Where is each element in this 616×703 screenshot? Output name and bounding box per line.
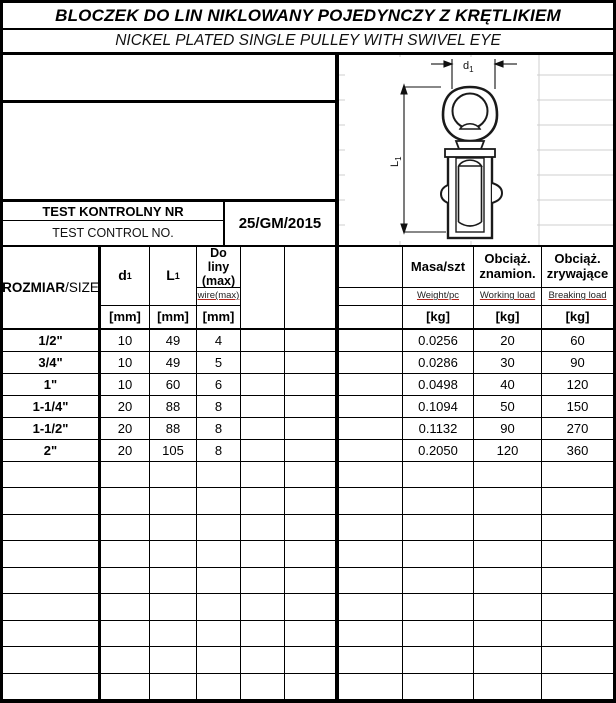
empty-cell (403, 674, 474, 699)
empty-box-top (3, 55, 335, 103)
test-control-label-en: TEST CONTROL NO. (52, 226, 174, 240)
empty-cell (241, 621, 285, 646)
size-cell: 1/2" (3, 330, 101, 351)
empty-cell (403, 541, 474, 566)
empty-cell (542, 674, 613, 699)
pulley-body (441, 87, 502, 238)
header-breaking-load: Obciąż. zrywające (542, 247, 613, 288)
breaking-load-cell: 150 (566, 399, 589, 414)
empty-cell (150, 647, 197, 672)
d1-cell: 20 (101, 440, 150, 461)
empty-cell (241, 647, 285, 672)
empty-cell (403, 488, 474, 513)
empty-cell (285, 647, 339, 672)
empty-cell (241, 462, 285, 487)
empty-cell (150, 488, 197, 513)
empty-cell (150, 594, 197, 619)
empty-cell (285, 594, 339, 619)
empty-cell (101, 515, 150, 540)
l1-cell: 49 (150, 352, 197, 373)
empty-cell (474, 568, 542, 593)
empty-cell (197, 541, 241, 566)
header-breaking-load-unit: [kg] (565, 308, 590, 324)
working-load-cell: 30 (474, 352, 542, 373)
header-rope: Do liny (max) (197, 247, 241, 288)
breaking-load-cell: 270 (566, 421, 589, 436)
rope-cell: 8 (197, 440, 241, 461)
spacer-cell (285, 418, 339, 439)
test-control-box (3, 202, 335, 245)
empty-cell (339, 515, 403, 540)
spacer-cell (339, 418, 403, 439)
breaking-load-cell: 60 (570, 333, 585, 348)
empty-cell (542, 541, 613, 566)
empty-cell (285, 568, 339, 593)
breaking-load-cell: 120 (566, 377, 589, 392)
table-row (3, 440, 613, 462)
empty-cell (285, 541, 339, 566)
d1-cell: 20 (101, 396, 150, 417)
empty-cell (474, 647, 542, 672)
drawing-panel (339, 55, 613, 245)
empty-cell (339, 462, 403, 487)
test-control-label-pl: TEST KONTROLNY NR (3, 202, 223, 221)
breaking-load-cell: 90 (570, 355, 585, 370)
empty-row (3, 647, 613, 673)
empty-cell (150, 541, 197, 566)
empty-cell (3, 462, 101, 487)
spacer-cell (285, 396, 339, 417)
empty-cell (150, 674, 197, 699)
empty-cell (150, 621, 197, 646)
info-boxes (3, 55, 339, 245)
empty-cell (285, 515, 339, 540)
empty-cell (542, 488, 613, 513)
working-load-cell: 90 (474, 418, 542, 439)
l1-cell: 105 (150, 440, 197, 461)
mass-cell: 0.0498 (403, 374, 474, 395)
empty-row (3, 541, 613, 567)
header-rope-unit: [mm] (197, 306, 241, 328)
test-control-number: 25/GM/2015 (238, 215, 322, 232)
table-header (3, 245, 613, 330)
table-row (3, 396, 613, 418)
empty-cell (3, 594, 101, 619)
header-working-load-en: Working load (474, 288, 542, 306)
spacer-cell (241, 330, 285, 351)
empty-cell (101, 488, 150, 513)
header-spacer-2 (285, 247, 339, 328)
dimension-l1-label: $L_1$ (389, 156, 403, 167)
empty-row (3, 594, 613, 620)
empty-cell (339, 594, 403, 619)
spacer-cell (285, 352, 339, 373)
empty-cell (241, 568, 285, 593)
dimension-d1-label: $d_1$ (463, 60, 474, 74)
spacer-cell (285, 330, 339, 351)
empty-cell (197, 621, 241, 646)
spacer-cell (241, 440, 285, 461)
table-row (3, 330, 613, 352)
empty-cell (3, 647, 101, 672)
working-load-cell: 40 (474, 374, 542, 395)
empty-cell (403, 594, 474, 619)
empty-cell (403, 568, 474, 593)
size-cell: 1-1/4" (3, 396, 101, 417)
empty-cell (3, 568, 101, 593)
spacer-cell (241, 352, 285, 373)
middle-section (3, 55, 613, 245)
rope-cell: 6 (197, 374, 241, 395)
empty-cell (101, 674, 150, 699)
empty-cell (474, 621, 542, 646)
empty-cell (101, 647, 150, 672)
empty-cell (197, 568, 241, 593)
empty-cell (197, 515, 241, 540)
empty-cell (474, 541, 542, 566)
spacer-cell (339, 330, 403, 351)
rope-cell: 4 (197, 330, 241, 351)
empty-cell (542, 568, 613, 593)
breaking-load-cell: 360 (566, 443, 589, 458)
title-english: NICKEL PLATED SINGLE PULLEY WITH SWIVEL EYE (3, 30, 613, 55)
size-cell: 3/4" (3, 352, 101, 373)
empty-cell (197, 488, 241, 513)
empty-cell (3, 488, 101, 513)
header-size-pl: ROZMIAR (2, 279, 66, 295)
drawing-white-area (345, 57, 537, 241)
spacer-cell (339, 396, 403, 417)
empty-cell (542, 515, 613, 540)
d1-cell: 10 (101, 374, 150, 395)
d1-cell: 10 (101, 352, 150, 373)
size-cell: 1" (3, 374, 101, 395)
header-spacer-4 (339, 288, 403, 306)
empty-cell (474, 594, 542, 619)
d1-cell: 10 (101, 330, 150, 351)
table-body (3, 330, 613, 700)
empty-cell (285, 488, 339, 513)
rope-cell: 8 (197, 418, 241, 439)
table-row (3, 418, 613, 440)
mass-cell: 0.0256 (403, 330, 474, 351)
empty-box-middle (3, 103, 335, 202)
empty-cell (339, 647, 403, 672)
empty-cell (542, 594, 613, 619)
empty-cell (474, 674, 542, 699)
empty-cell (403, 647, 474, 672)
empty-cell (150, 462, 197, 487)
l1-cell: 49 (150, 330, 197, 351)
header-d1-unit: [mm] (101, 306, 150, 328)
header-working-load: Obciąż. znamion. (474, 247, 542, 288)
empty-cell (474, 462, 542, 487)
working-load-cell: 120 (474, 440, 542, 461)
empty-cell (241, 674, 285, 699)
mass-cell: 0.0286 (403, 352, 474, 373)
spacer-cell (285, 440, 339, 461)
empty-cell (403, 462, 474, 487)
spacer-cell (241, 374, 285, 395)
size-cell: 2" (3, 440, 101, 461)
empty-cell (403, 515, 474, 540)
d1-cell: 20 (101, 418, 150, 439)
header-mass: Masa/szt (403, 247, 474, 288)
header-rope-en: wire(max) (197, 288, 241, 306)
empty-cell (197, 674, 241, 699)
spacer-cell (241, 418, 285, 439)
empty-cell (241, 594, 285, 619)
empty-row (3, 488, 613, 514)
empty-cell (474, 488, 542, 513)
mass-cell: 0.1132 (403, 418, 474, 439)
empty-cell (3, 621, 101, 646)
spacer-cell (241, 396, 285, 417)
empty-row (3, 621, 613, 647)
empty-cell (285, 462, 339, 487)
empty-cell (241, 515, 285, 540)
empty-cell (542, 647, 613, 672)
empty-cell (339, 621, 403, 646)
empty-cell (241, 541, 285, 566)
l1-cell: 88 (150, 418, 197, 439)
l1-cell: 60 (150, 374, 197, 395)
l1-cell: 88 (150, 396, 197, 417)
header-breaking-load-en: Breaking load (542, 288, 613, 306)
header-spacer-5 (339, 306, 403, 328)
empty-row (3, 674, 613, 700)
spacer-cell (339, 352, 403, 373)
working-load-cell: 20 (474, 330, 542, 351)
empty-cell (101, 462, 150, 487)
header-spacer-3 (339, 247, 403, 288)
empty-cell (285, 621, 339, 646)
empty-cell (474, 515, 542, 540)
empty-cell (3, 541, 101, 566)
size-cell: 1-1/2" (3, 418, 101, 439)
empty-cell (101, 541, 150, 566)
spacer-cell (339, 440, 403, 461)
test-control-labels (3, 202, 225, 245)
empty-row (3, 462, 613, 488)
header-l1-unit: [mm] (150, 306, 197, 328)
header-working-load-unit: [kg] (474, 306, 542, 328)
empty-cell (339, 568, 403, 593)
header-size-en: /SIZE (65, 279, 99, 295)
empty-cell (150, 568, 197, 593)
empty-cell (197, 647, 241, 672)
header-d1: d 1 (101, 247, 150, 306)
empty-cell (101, 621, 150, 646)
empty-cell (3, 674, 101, 699)
working-load-cell: 50 (474, 396, 542, 417)
mass-cell: 0.1094 (403, 396, 474, 417)
empty-row (3, 515, 613, 541)
spacer-cell (339, 374, 403, 395)
spacer-cell (285, 374, 339, 395)
empty-cell (339, 674, 403, 699)
pulley-diagram (339, 55, 613, 245)
title-polish: BLOCZEK DO LIN NIKLOWANY POJEDYNCZY Z KRĘTLIKIEM (3, 3, 613, 30)
empty-cell (339, 541, 403, 566)
header-mass-en: Weight/pc (403, 288, 474, 306)
header-mass-unit: [kg] (403, 306, 474, 328)
rope-cell: 5 (197, 352, 241, 373)
empty-cell (101, 594, 150, 619)
empty-cell (3, 515, 101, 540)
table-row (3, 374, 613, 396)
empty-cell (150, 515, 197, 540)
empty-cell (101, 568, 150, 593)
empty-row (3, 568, 613, 594)
header-size (3, 247, 101, 328)
empty-cell (197, 594, 241, 619)
empty-cell (241, 488, 285, 513)
header-l1: L 1 (150, 247, 197, 306)
mass-cell: 0.2050 (403, 440, 474, 461)
empty-cell (542, 621, 613, 646)
rope-cell: 8 (197, 396, 241, 417)
header-spacer-1 (241, 247, 285, 328)
empty-cell (542, 462, 613, 487)
empty-cell (339, 488, 403, 513)
empty-cell (285, 674, 339, 699)
table-row (3, 352, 613, 374)
empty-cell (197, 462, 241, 487)
empty-cell (403, 621, 474, 646)
